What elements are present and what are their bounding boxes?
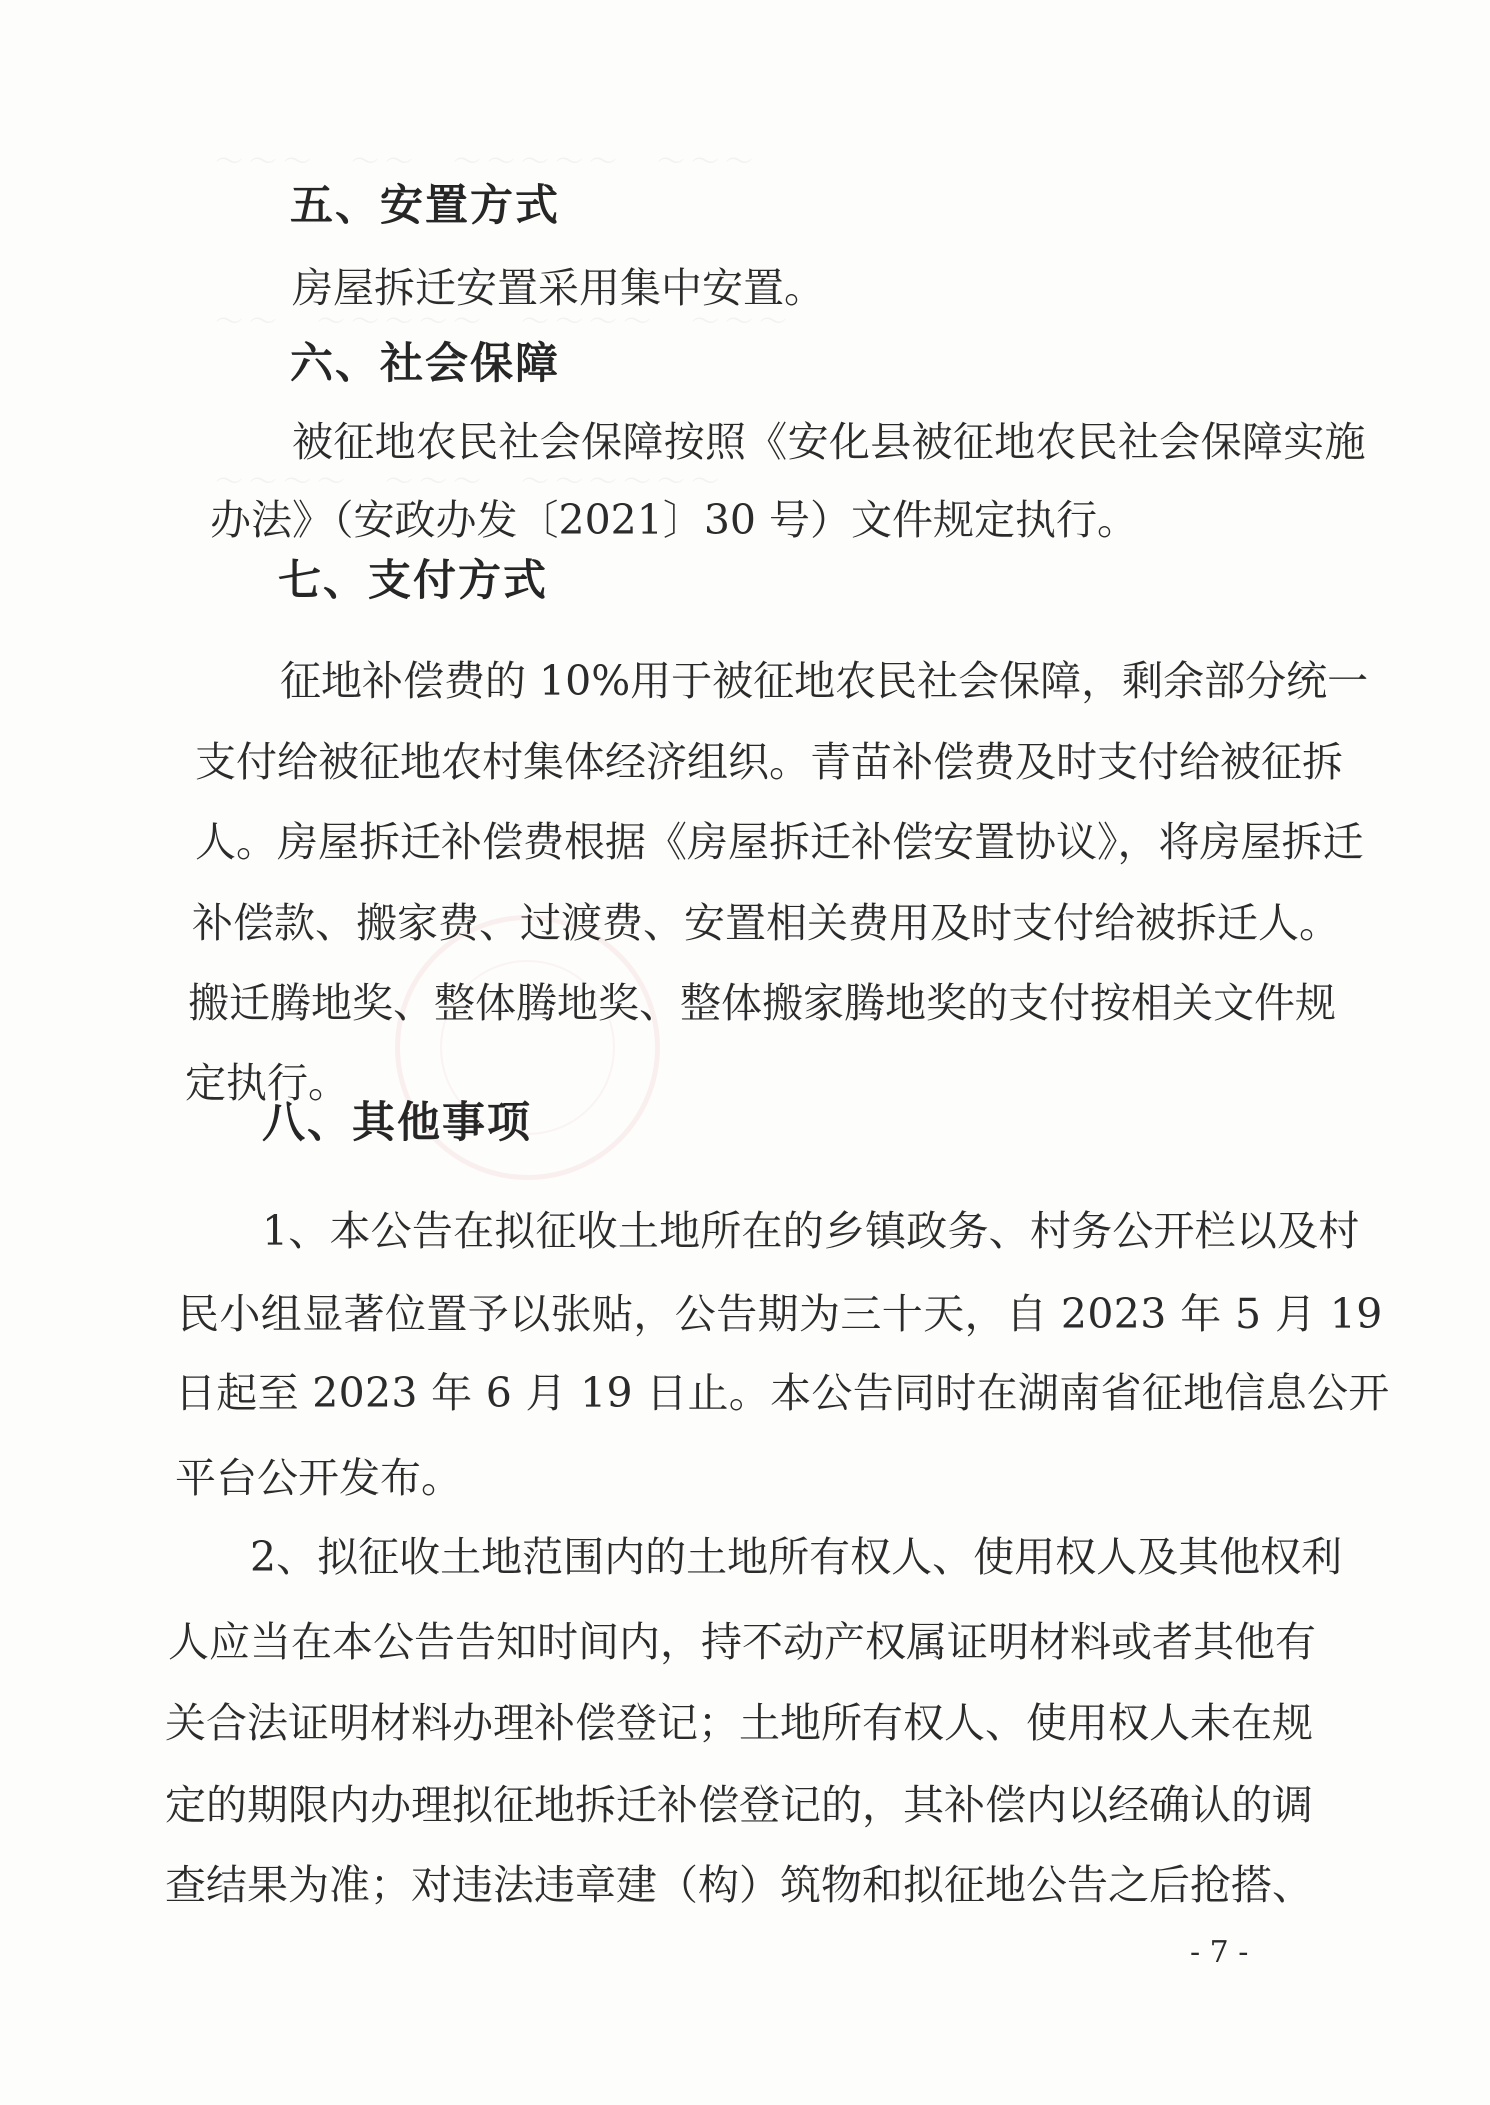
body-line: 民小组显著位置予以张贴，公告期为三十天，自 2023 年 5 月 19 [178, 1290, 1383, 1338]
page-number: - 7 - [1190, 1935, 1249, 1970]
section-heading-payment: 七、支付方式 [278, 556, 548, 606]
body-line: 补偿款、搬家费、过渡费、安置相关费用及时支付给被拆迁人。 [192, 899, 1340, 947]
body-line: 1、本公告在拟征收土地所在的乡镇政务、村务公开栏以及村 [262, 1207, 1360, 1255]
body-line: 人应当在本公告告知时间内，持不动产权属证明材料或者其他有 [168, 1618, 1316, 1666]
show-through-text: ～～～～ ～～～ ～～～～～～ [215, 465, 726, 498]
body-line: 搬迁腾地奖、整体腾地奖、整体搬家腾地奖的支付按相关文件规 [188, 979, 1336, 1027]
body-line: 平台公开发布。 [175, 1454, 462, 1502]
show-through-text: ～～ ～～～～～ ～～～～ ～～～ [215, 305, 794, 338]
section-heading-social-security: 六、社会保障 [290, 339, 560, 389]
body-line: 日起至 2023 年 6 月 19 日止。本公告同时在湖南省征地信息公开 [175, 1369, 1390, 1417]
body-line: 征地补偿费的 10%用于被征地农民社会保障，剩余部分统一 [280, 657, 1369, 705]
body-line: 2、拟征收土地范围内的土地所有权人、使用权人及其他权利 [250, 1533, 1343, 1581]
body-line: 定执行。 [185, 1059, 349, 1107]
show-through-text: ～～～ ～～ ～～～～～ ～～～ [215, 145, 760, 178]
body-line: 支付给被征地农村集体经济组织。青苗补偿费及时支付给被征拆 [195, 738, 1343, 786]
section-heading-other-matters: 八、其他事项 [262, 1098, 532, 1148]
body-line: 房屋拆迁安置采用集中安置。 [292, 264, 825, 312]
body-line: 办法》（安政办发〔2021〕30 号）文件规定执行。 [210, 496, 1139, 544]
body-line: 关合法证明材料办理补偿登记；土地所有权人、使用权人未在规 [165, 1699, 1313, 1747]
section-heading-resettlement: 五、安置方式 [290, 181, 560, 231]
body-line: 人。房屋拆迁补偿费根据《房屋拆迁补偿安置协议》，将房屋拆迁 [195, 818, 1364, 866]
body-line: 定的期限内办理拟征地拆迁补偿登记的，其补偿内以经确认的调 [165, 1781, 1313, 1829]
body-line: 被征地农民社会保障按照《安化县被征地农民社会保障实施 [292, 418, 1366, 466]
body-line: 查结果为准；对违法违章建（构）筑物和拟征地公告之后抢搭、 [165, 1861, 1313, 1909]
